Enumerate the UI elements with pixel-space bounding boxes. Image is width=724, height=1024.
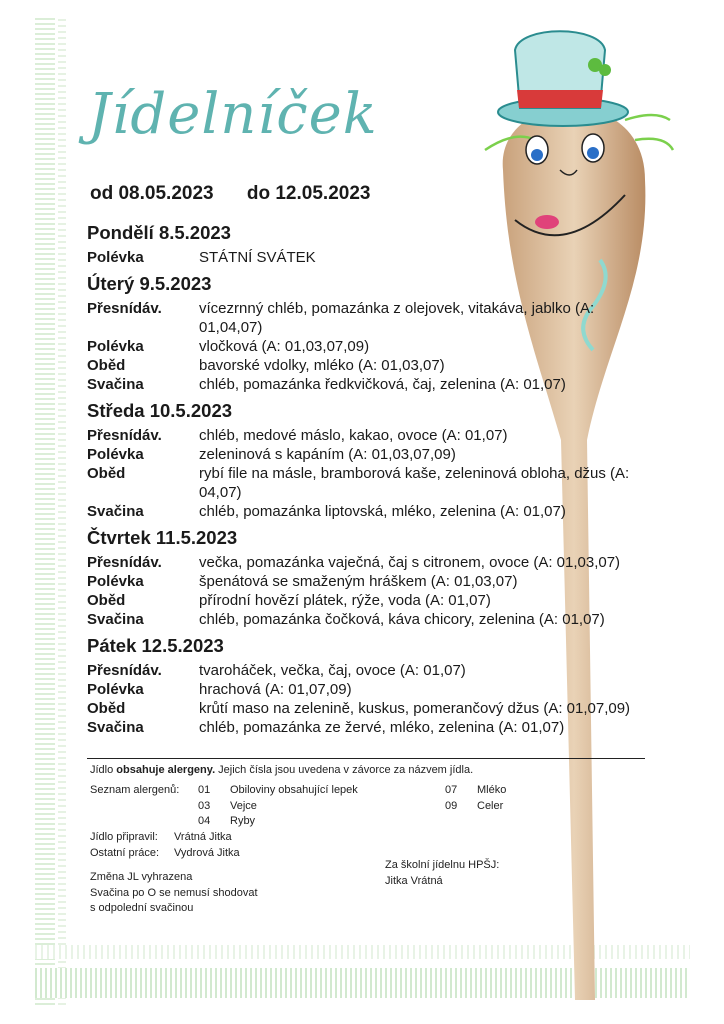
allergen-note: Jídlo obsahuje alergeny. Jejich čísla jsou uvedena v závorce za názvem jídla.	[90, 764, 474, 776]
hat-icon	[498, 31, 628, 126]
meal-label: Polévka	[87, 681, 144, 698]
menu-row	[87, 356, 652, 375]
meal-description: špenátová se smaženým hráškem (A: 01,03,07)	[199, 573, 518, 590]
allergen-codes-right: 07 09	[445, 784, 458, 812]
meal-label: Svačina	[87, 376, 144, 393]
day-heading: Úterý 9.5.2023	[87, 273, 212, 294]
menu-row	[87, 337, 652, 356]
meal-label: Polévka	[87, 446, 144, 463]
meal-label: Přesnídáv.	[87, 300, 162, 317]
menu-row	[87, 661, 652, 680]
meal-label: Oběd	[87, 700, 126, 717]
menu-row	[87, 553, 652, 572]
staff-labels: Jídlo připravil: Ostatní práce:	[90, 831, 160, 859]
meal-label: Oběd	[87, 465, 126, 482]
menu-row	[87, 591, 652, 610]
day-heading: Čtvrtek 11.5.2023	[87, 527, 238, 548]
meal-description: chléb, pomazánka čočková, káva chicory, zelenina (A: 01,07)	[199, 611, 605, 628]
date-to: do 12.05.2023	[246, 183, 371, 204]
page-title: Jídelníček	[88, 82, 378, 147]
day-heading: Středa 10.5.2023	[87, 400, 233, 421]
meal-label: Oběd	[87, 357, 126, 374]
meal-description: vícezrnný chléb, pomazánka z olejovek, vitakáva, jablko (A: 01,04,07)	[199, 300, 595, 336]
menu-row	[87, 699, 652, 718]
allergen-names-right: Mléko Celer	[477, 784, 507, 812]
meal-label: Svačina	[87, 719, 144, 736]
meal-description: chléb, pomazánka ředkvičková, čaj, zelenina (A: 01,07)	[199, 376, 566, 393]
meal-description: tvaroháček, večka, čaj, ovoce (A: 01,07)	[199, 662, 466, 679]
menu-row	[87, 445, 652, 464]
allergen-names-left: Obiloviny obsahující lepek Vejce Ryby	[230, 784, 358, 827]
meal-description: večka, pomazánka vaječná, čaj s citronem, ovoce (A: 01,03,07)	[199, 554, 621, 571]
date-range	[90, 183, 398, 205]
meal-description: chléb, pomazánka ze žervé, mléko, zelenina (A: 01,07)	[199, 719, 565, 736]
meal-description: chléb, pomazánka liptovská, mléko, zelenina (A: 01,07)	[199, 503, 566, 520]
meal-description: přírodní hovězí plátek, rýže, voda (A: 01,07)	[199, 592, 491, 609]
menu-row	[87, 572, 652, 591]
divider-line	[87, 758, 645, 759]
meal-description: vločková (A: 01,03,07,09)	[199, 338, 370, 355]
menu-row	[87, 680, 652, 699]
meal-label: Svačina	[87, 503, 144, 520]
signature-block: Za školní jídelnu HPŠJ: Jitka Vrátná	[385, 859, 500, 887]
date-from: od 08.05.2023	[90, 183, 214, 204]
menu-row	[87, 426, 652, 445]
left-decorative-stripe	[35, 15, 55, 1005]
meal-label: Přesnídáv.	[87, 554, 162, 571]
menu-row	[87, 502, 652, 521]
meal-description: zeleninová s kapáním (A: 01,03,07,09)	[199, 446, 456, 463]
meal-label: Polévka	[87, 338, 144, 355]
meal-label: Polévka	[87, 249, 144, 266]
meal-label: Přesnídáv.	[87, 427, 162, 444]
meal-description: hrachová (A: 01,07,09)	[199, 681, 352, 698]
staff-names: Vrátná Jitka Vydrová Jitka	[174, 831, 240, 859]
day-heading: Pátek 12.5.2023	[87, 635, 224, 656]
meal-description: krůtí maso na zelenině, kuskus, pomerančový džus (A: 01,07,09)	[199, 700, 631, 717]
menu-row	[87, 610, 652, 629]
day-heading: Pondělí 8.5.2023	[87, 222, 231, 243]
footer-notes: Změna JL vyhrazena Svačina po O se nemusí shodovat s odpolední svačinou	[90, 871, 258, 914]
meal-description: rybí file na másle, bramborová kaše, zeleninová obloha, džus (A: 04,07)	[199, 465, 630, 501]
menu-row	[87, 464, 652, 502]
meal-label: Polévka	[87, 573, 144, 590]
meal-description: bavorské vdolky, mléko (A: 01,03,07)	[199, 357, 445, 374]
menu-row	[87, 375, 652, 394]
menu-list	[87, 220, 652, 741]
meal-description: STÁTNÍ SVÁTEK	[199, 249, 316, 266]
meal-label: Přesnídáv.	[87, 662, 162, 679]
meal-label: Oběd	[87, 592, 126, 609]
left-decorative-stripe-inner	[58, 15, 66, 1005]
meal-label: Svačina	[87, 611, 144, 628]
menu-row	[87, 718, 652, 737]
allergen-list-label: Seznam alergenů:	[90, 784, 180, 796]
allergen-codes-left: 01 03 04	[198, 784, 211, 827]
menu-row	[87, 248, 652, 267]
meal-description: chléb, medové máslo, kakao, ovoce (A: 01,07)	[199, 427, 508, 444]
menu-row	[87, 299, 652, 337]
